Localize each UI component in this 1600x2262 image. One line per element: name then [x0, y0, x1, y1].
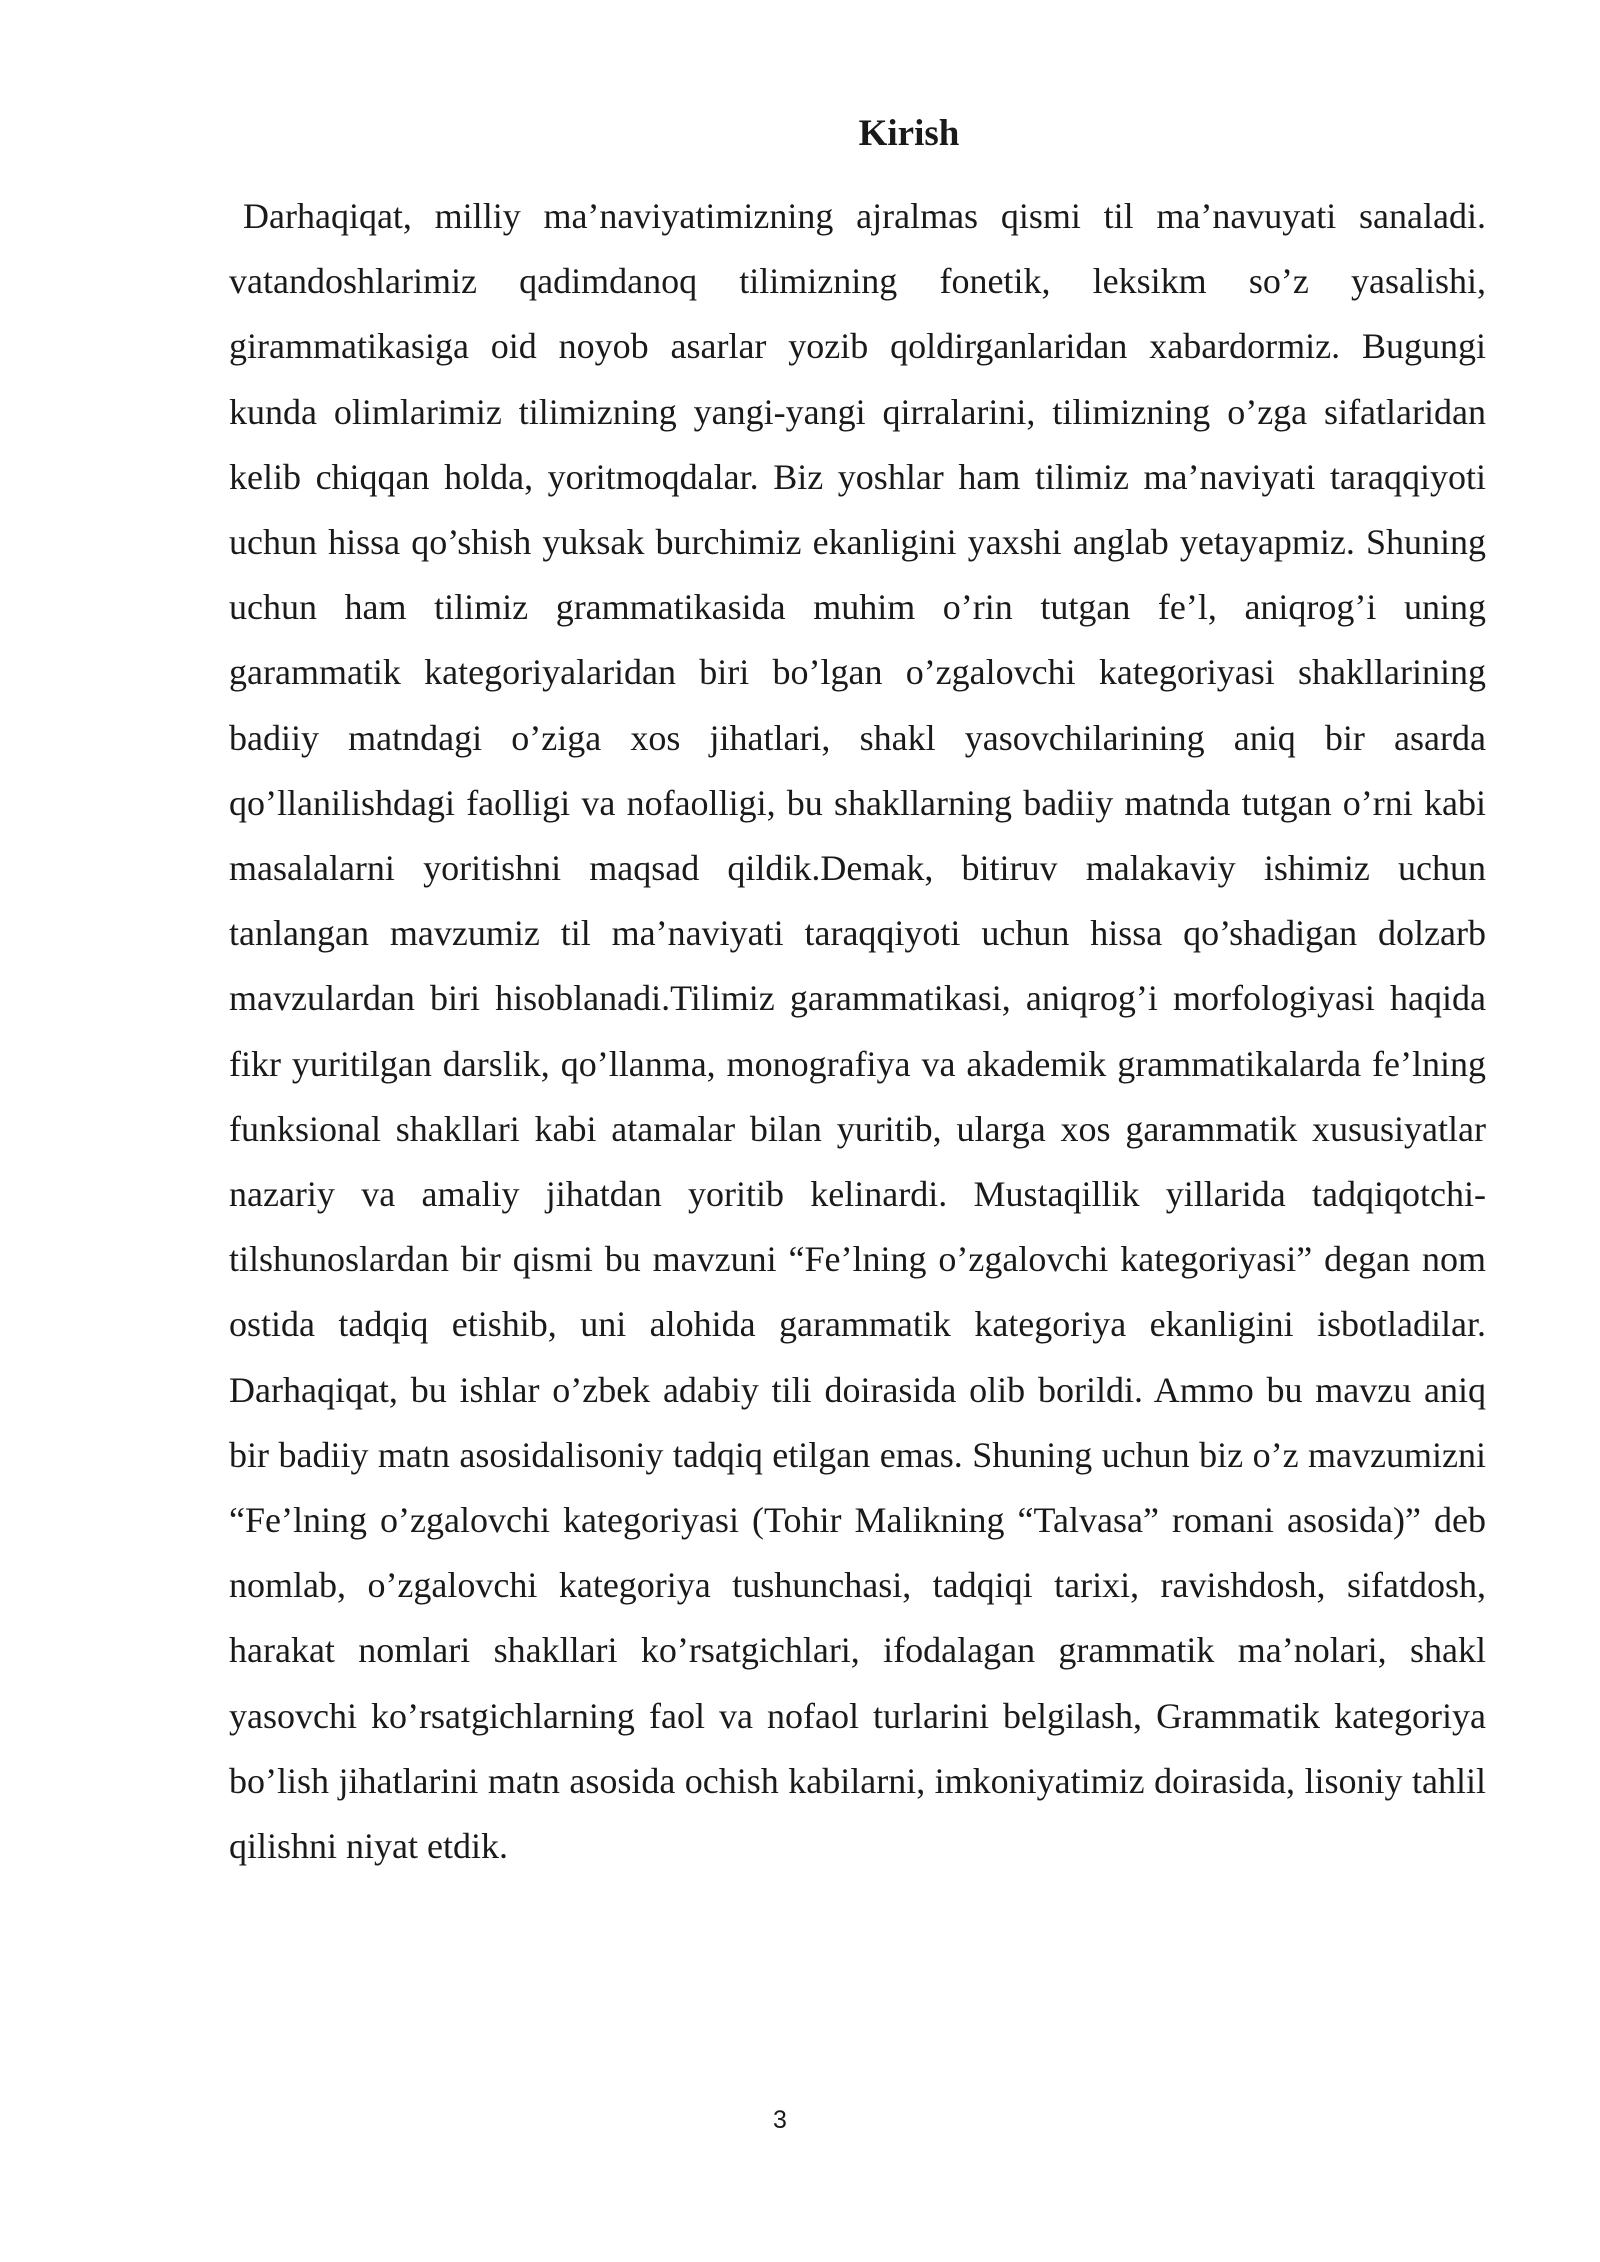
- section-title: Kirish: [858, 113, 960, 154]
- body-paragraph: Darhaqiqat, milliy ma’naviyatimizning ajralmas qismi til ma’navuyati sanaladi. vatandoshlarimiz qadimdanoq tilimizning fonetik, leksikm so’z yasalishi, girammatikasiga oid noyob asarlar yozib qoldirganlaridan xabardormiz. Bugungi kunda olimlarimiz tilimizning yangi-yangi qirralarini, tilimizning o’zga sifatlaridan kelib chiqqan holda, yoritmoqdalar. Biz yoshlar ham tilimiz ma’naviyati taraqqiyoti uchun hissa qo’shish yuksak burchimiz ekanligini yaxshi anglab yetayapmiz. Shuning uchun ham tilimiz grammatikasida muhim o’rin tutgan fe’l, aniqrog’i uning garammatik kategoriyalaridan biri bo’lgan o’zgalovchi kategoriyasi shakllarining badiiy matndagi o’ziga xos jihatlari, shakl yasovchilarining aniq bir asarda qo’llanilishdagi faolligi va nofaolligi, bu shakllarning badiiy matnda tutgan o’rni kabi masalalarni yoritishni maqsad qildik.Demak, bitiruv malakaviy ishimiz uchun tanlangan mavzumiz til ma’naviyati taraqqiyoti uchun hissa qo’shadigan dolzarb mavzulardan biri hisoblanadi.Tilimiz garammatikasi, aniqrog’i morfologiyasi haqida fikr yuritilgan darslik, qo’llanma, monografiya va akademik grammatikalarda fe’lning funksional shakllari kabi atamalar bilan yuritib, ularga xos garammatik xususiyatlar nazariy va amaliy jihatdan yoritib kelinardi. Mustaqillik yillarida tadqiqotchi-tilshunoslardan bir qismi bu mavzuni “Fe’lning o’zgalovchi kategoriyasi” degan nom ostida tadqiq etishib, uni alohida garammatik kategoriya ekanligini isbotladilar. Darhaqiqat, bu ishlar o’zbek adabiy tili doirasida olib borildi. Ammo bu mavzu aniq bir badiiy matn asosidalisoniy tadqiq etilgan emas. Shuning uchun biz o’z mavzumizni “Fe’lning o’zgalovchi kategoriyasi (Tohir Malikning “Talvasa” romani asosida)” deb nomlab, o’zgalovchi kategoriya tushunchasi, tadqiqi tarixi, ravishdosh, sifatdosh, harakat nomlari shakllari ko’rsatgichlari, ifodalagan grammatik ma’nolari, shakl yasovchi ko’rsatgichlarning faol va nofaol turlarini belgilash, Grammatik kategoriya bo’lish jihatlarini matn asosida ochish kabilarni, imkoniyatimiz doirasida, lisoniy tahlil qilishni niyat etdik.: [229, 196, 1486, 1867]
- page-number: 3: [773, 2106, 787, 2134]
